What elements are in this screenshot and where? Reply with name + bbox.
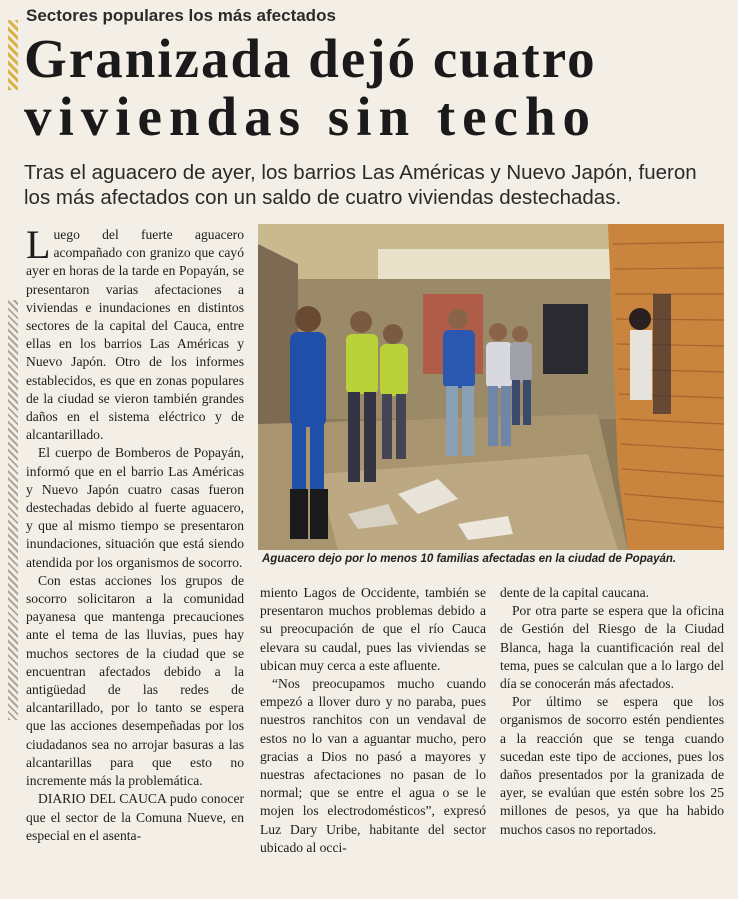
paragraph: El cuerpo de Bomberos de Popayán, informó que en el barrio Las Américas y Nuevo Japón cuatro casas fueron destechadas debido al fuerte aguacero, y que al mismo tiempo se presentaron inundaciones, situación que está siendo atendida por los organismos de socorro. <box>26 445 244 570</box>
article-column-3 <box>500 584 724 839</box>
paragraph: dente de la capital caucana. <box>500 585 650 600</box>
article-kicker: Sectores populares los más afectados <box>26 6 336 25</box>
paragraph: “Nos preocupamos mucho cuando empezó a llover duro y no paraba, pues nuestros ranchitos con un vendaval de estos no lo van a aguantar mucho, pero gracias a Dios no pasó a mayores y nuestras afectaciones no pasan de lo normal; que se entre el agua o se le mojen los electrodomésticos”, expresó Luz Dary Uribe, habitante del sector ubicado al occi- <box>260 676 486 855</box>
article-deck: Tras el aguacero de ayer, los barrios Las Américas y Nuevo Japón, fueron los más afectados con un saldo de cuatro viviendas destechadas. <box>24 161 697 209</box>
article-column-1 <box>26 222 244 845</box>
headline-line-1: Granizada dejó cuatro <box>24 28 597 89</box>
decorative-stripe <box>8 20 18 90</box>
news-photo <box>258 224 724 550</box>
paragraph: Por otra parte se espera que la oficina de Gestión del Riesgo de la Ciudad Blanca, haga la cuantificación real del tema, pues se calculan que a lo largo del día se conocerán más afectados. <box>500 603 724 692</box>
scan-edge-texture <box>8 300 18 720</box>
article-column-2 <box>260 584 486 857</box>
flooded-house-photo <box>258 224 724 550</box>
drop-cap: L <box>26 222 51 267</box>
paragraph: Con estas acciones los grupos de socorro solicitaron a la comunidad payanesa que mantenga precauciones ante el tema de las lluvias, pues hay muchos sectores de la ciudad que se encuentran afectados debido a la antigüedad de las redes de alcantarillado, por lo tanto se espera que las acciones desempeñadas por los ciudadanos sea no arrojar basuras a las alcantarillas para que esto no incremente más la problemática. <box>26 572 244 789</box>
photo-caption: Aguacero dejo por lo menos 10 familias afectadas en la ciudad de Popayán. <box>262 553 677 565</box>
paragraph: Luego del fuerte aguacero acompañado con granizo que cayó ayer en horas de la tarde en Popayán, se presentaron varias afectaciones a viviendas e inundaciones en distintos sectores de la capital del Cauca, entre ellas en los barrios Las Américas y Nuevo Japón. Otro de los informes establecidos, es que en zonas populares de la ciudad se vieron también grandes daños en el sistema eléctrico y de alcantarillado. <box>26 222 244 443</box>
paragraph: miento Lagos de Occidente, también se presentaron muchos problemas debido a su preocupación de que el río Cauca elevara su caudal, pues las viviendas se ubican muy cerca a este afluente. <box>260 585 486 673</box>
paragraph: Por último se espera que los organismos de socorro estén pendientes a la reacción que se tenga cuando sucedan este tipo de acciones, pues los daños presentados por la granizada de ayer, se evalúan que estén sobre los 25 millones de pesos, ya que ha habido muchos casos no reportados. <box>500 694 724 837</box>
article-headline <box>24 30 724 146</box>
paragraph: DIARIO DEL CAUCA pudo conocer que el sector de la Comuna Nueve, en especial en el asenta- <box>26 791 244 843</box>
headline-line-2: viviendas sin techo <box>24 86 598 147</box>
